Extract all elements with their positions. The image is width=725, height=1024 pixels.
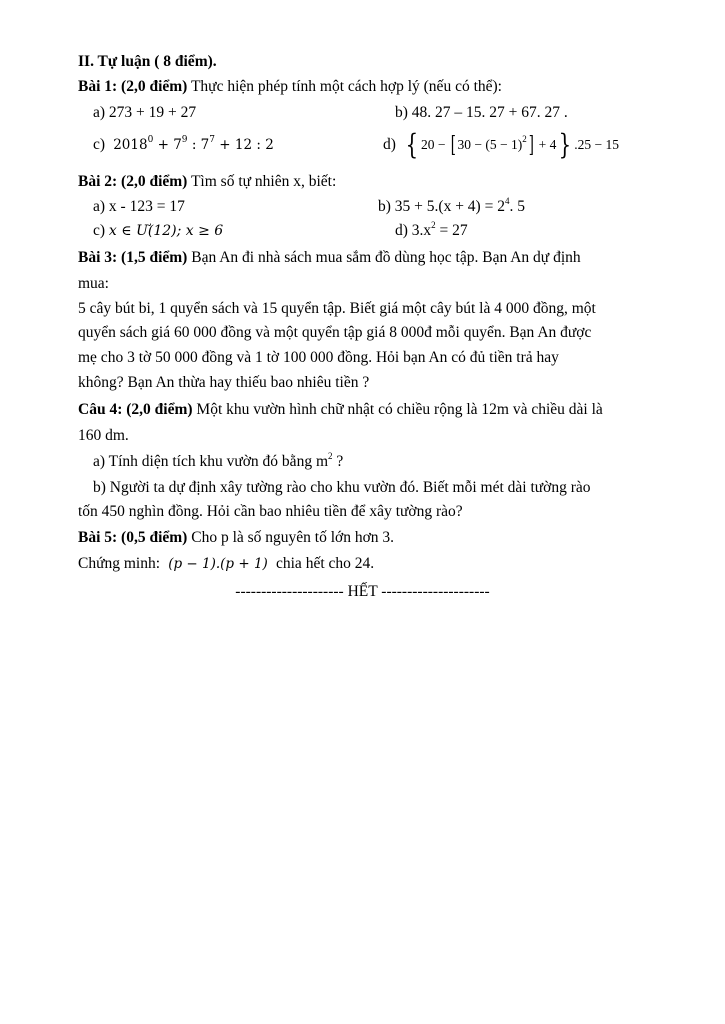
bai1-header [78,77,502,97]
bai3-header [78,248,581,268]
cau4-a [93,452,343,472]
bai2-header [78,172,336,192]
bai1-d [383,128,619,161]
bai2-d-exponent: 2 [431,220,436,230]
bai3-line2: mua: [78,275,109,292]
bai1-a: a) 273 + 19 + 27 [93,104,197,121]
bai1-d-label: d) [383,136,396,153]
section-title: II. Tự luận ( 8 điểm). [78,53,217,70]
cau4-line2: 160 dm. [78,427,129,444]
bai2-b [378,197,525,217]
bai2-a: a) x - 123 = 17 [93,198,185,215]
bai2-d-text: d) 3.x [395,222,432,239]
end-marker: --------------------- HẾT --------------------- [235,583,490,600]
bai5-proof [78,554,374,574]
bai2-c [93,221,223,241]
bai3-line5: mẹ cho 3 tờ 50 000 đồng và 1 tờ 100 000 đồng. Hỏi bạn An có đủ tiền trả hay [78,349,559,366]
bai1-prompt: Thực hiện phép tính một cách hợp lý (nếu có thể): [190,78,502,95]
cau4-a-tail: ? [332,453,344,470]
bai2-b-text: b) 35 + 5.(x + 4) = 2 [378,198,505,215]
bai2-heading: Bài 2: (2,0 điểm) [78,173,188,190]
cau4-header [78,400,603,420]
bai1-c-expression: $2018^0 + 7^9$ : $7^7 + 12$ : 2 [108,135,274,153]
cau4-line1: Một khu vườn hình chữ nhật có chiều rộng là 12m và chiều dài là [196,401,603,418]
bai5-proof-expression: (p − 1).(p + 1) [163,556,273,572]
bai2-d-tail: = 27 [435,222,468,239]
bai3-line3: 5 cây bút bi, 1 quyển sách và 15 quyển tập. Biết giá một cây bút là 4 000 đồng, một [78,300,596,317]
bai3-line4: quyển sách giá 60 000 đồng và một quyển tập giá 8 000đ mỗi quyển. Bạn An được [78,324,592,341]
bai2-d [395,221,468,241]
cau4-a-text: a) Tính diện tích khu vườn đó bằng m [93,453,328,470]
bai2-c-expression: 𝑥 ∈ Ư(12); 𝑥 ≥ 6 [108,223,224,239]
bai5-proof-label: Chứng minh: [78,555,161,572]
bai5-heading: Bài 5: (0,5 điểm) [78,529,188,546]
cau4-b2: tốn 450 nghìn đồng. Hỏi cần bao nhiêu tiền để xây tường rào? [78,503,463,520]
bai2-b-exponent: 4 [504,196,510,206]
bai1-c [93,135,274,155]
cau4-a-exponent: 2 [328,451,333,461]
bai5-proof-suffix: chia hết cho 24. [276,555,375,572]
bai3-line6: không? Bạn An thừa hay thiếu bao nhiêu tiền ? [78,374,370,391]
bai1-b: b) 48. 27 – 15. 27 + 67. 27 . [395,104,568,121]
bai1-heading: Bài 1: (2,0 điểm) [78,78,188,95]
bai1-d-expression: { 20 − [ $30 - (5 - 1)^2] + 4$} .25 − 15 [405,128,619,161]
cau4-b1: b) Người ta dự định xây tường rào cho khu vườn đó. Biết mỗi mét dài tường rào [93,479,591,496]
bai1-c-label: c) [93,136,106,153]
bai3-line1: Bạn An đi nhà sách mua sắm đồ dùng học tập. Bạn An dự định [191,249,581,266]
bai3-heading: Bài 3: (1,5 điểm) [78,249,188,266]
bai2-c-label: c) [93,222,106,239]
bai2-prompt: Tìm số tự nhiên x, biết: [190,173,337,190]
bai5-header [78,528,394,548]
cau4-heading: Câu 4: (2,0 điểm) [78,401,193,418]
bai5-line1: Cho p là số nguyên tố lớn hơn 3. [191,529,395,546]
bai2-b-tail: . 5 [509,198,525,215]
